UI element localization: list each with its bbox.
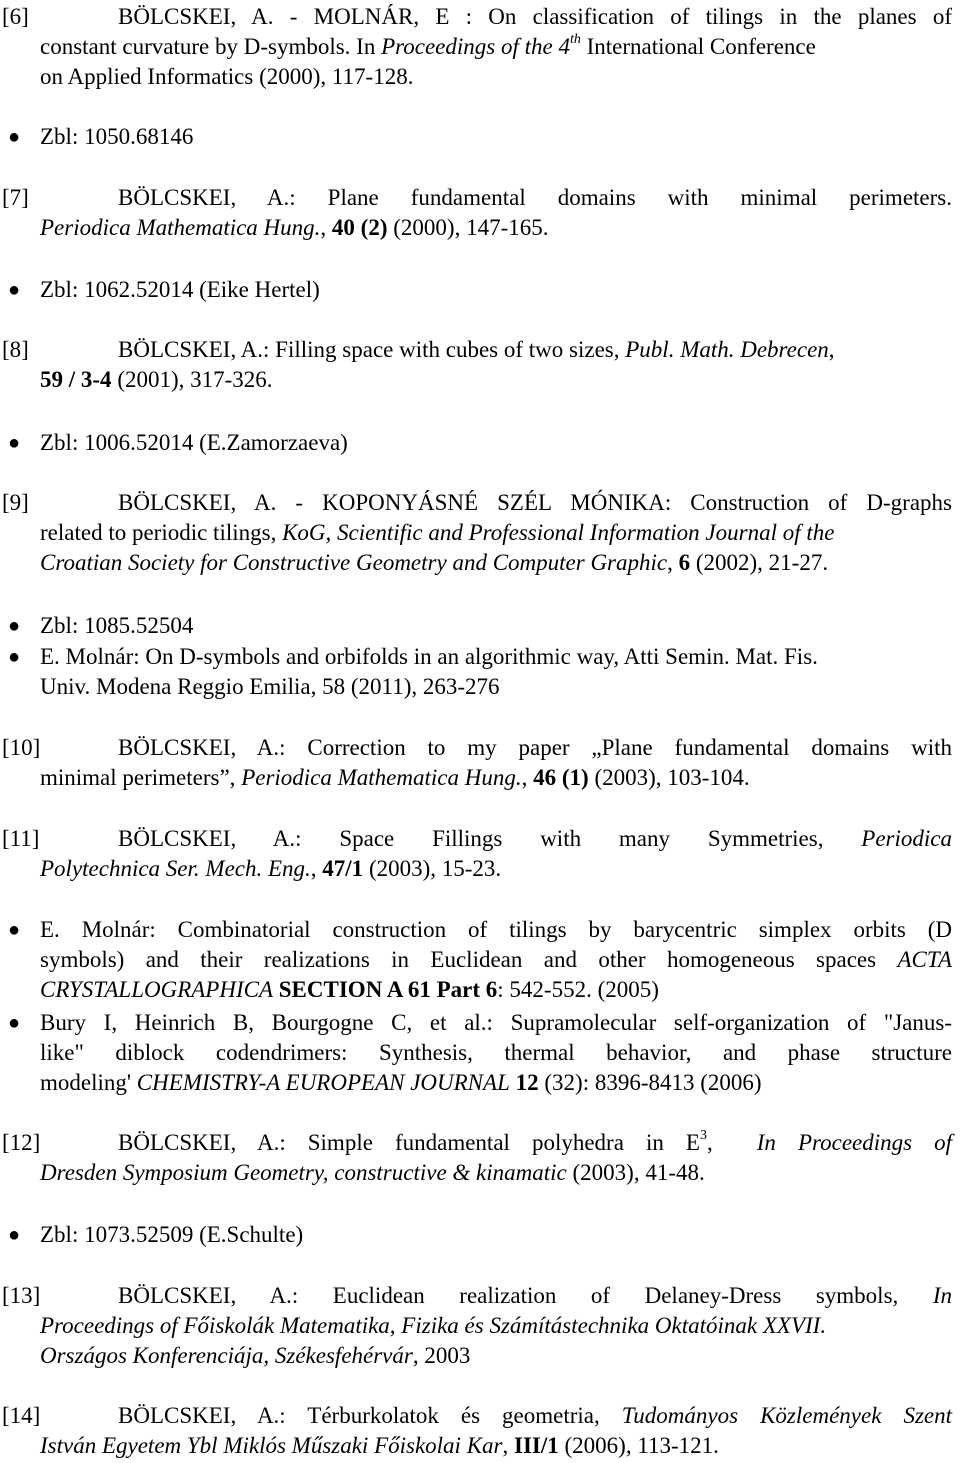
reference-number: [9]	[2, 490, 29, 515]
citation-text: Univ. Modena Reggio Emilia, 58 (2011), 263-276	[40, 674, 500, 699]
citation-text: symbols) and their realizations in Euclidean and other homogeneous spaces ACTA	[40, 947, 952, 972]
citation-text: E. Molnár: Combinatorial construction of tilings by barycentric simplex orbits (D	[40, 917, 952, 942]
citation-text: Zbl: 1062.52014 (Eike Hertel)	[40, 277, 320, 302]
reference-13	[2, 1281, 952, 1371]
reference-line: Dresden Symposium Geometry, constructive & kinamatic (2003), 41-48.	[40, 1160, 705, 1185]
reference-line: BÖLCSKEI, A.: Space Fillings with many Symmetries, Periodica	[118, 826, 952, 851]
reference-line: Periodica Mathematica Hung., 40 (2) (2000), 147-165.	[40, 215, 549, 240]
reference-14	[2, 1401, 952, 1461]
citation-text: Zbl: 1085.52504	[40, 613, 194, 638]
reference-7	[2, 183, 952, 243]
reference-9	[2, 488, 952, 578]
citation-text: Zbl: 1006.52014 (E.Zamorzaeva)	[40, 430, 348, 455]
citation-bullet	[8, 611, 952, 641]
reference-line: BÖLCSKEI, A.: Térburkolatok és geometria, Tudományos Közlemények Szent	[118, 1403, 952, 1428]
reference-8	[2, 335, 952, 395]
bullet-icon: ●	[8, 279, 21, 301]
citation-text: Zbl: 1050.68146	[40, 124, 194, 149]
bullet-icon: ●	[8, 1012, 21, 1034]
bullet-icon: ●	[8, 919, 21, 941]
reference-line: on Applied Informatics (2000), 117-128.	[40, 64, 414, 89]
reference-number: [13]	[2, 1283, 41, 1308]
reference-line: 59 / 3-4 (2001), 317-326.	[40, 367, 273, 392]
reference-line: minimal perimeters”, Periodica Mathematica Hung., 46 (1) (2003), 103-104.	[40, 765, 750, 790]
bullet-icon: ●	[8, 432, 21, 454]
citation-text: Zbl: 1073.52509 (E.Schulte)	[40, 1222, 304, 1247]
reference-12	[2, 1128, 952, 1188]
reference-line: constant curvature by D-symbols. In Proceedings of the 4th International Conference	[40, 32, 816, 59]
reference-line: Croatian Society for Constructive Geometry and Computer Graphic, 6 (2002), 21-27.	[40, 550, 829, 575]
bullet-icon: ●	[8, 126, 21, 148]
reference-line: István Egyetem Ybl Miklós Műszaki Főiskolai Kar, III/1 (2006), 113-121.	[40, 1433, 719, 1458]
reference-line: BÖLCSKEI, A. - KOPONYÁSNÉ SZÉL MÓNIKA: Construction of D-graphs	[118, 490, 952, 515]
reference-number: [7]	[2, 185, 29, 210]
reference-line: Országos Konferenciája, Székesfehérvár, 2003	[40, 1343, 471, 1368]
bullet-icon: ●	[8, 1224, 21, 1246]
reference-number: [12]	[2, 1130, 41, 1155]
reference-number: [14]	[2, 1403, 41, 1428]
reference-number: [11]	[2, 826, 40, 851]
reference-10	[2, 733, 952, 793]
reference-line: Proceedings of Főiskolák Matematika, Fizika és Számítástechnika Oktatóinak XXVII.	[40, 1313, 827, 1338]
citation-text: E. Molnár: On D-symbols and orbifolds in an algorithmic way, Atti Semin. Mat. Fis.	[40, 644, 818, 669]
citation-text: CRYSTALLOGRAPHICA SECTION A 61 Part 6: 542-552. (2005)	[40, 977, 659, 1002]
reference-number: [10]	[2, 735, 41, 760]
reference-6	[2, 2, 952, 92]
citation-bullet	[8, 275, 952, 305]
citation-bullet	[8, 122, 952, 152]
reference-line: related to periodic tilings, KoG, Scientific and Professional Information Journal of the	[40, 520, 835, 545]
reference-line: BÖLCSKEI, A.: Filling space with cubes of two sizes, Publ. Math. Debrecen,	[118, 337, 835, 362]
bullet-icon: ●	[8, 646, 21, 668]
reference-line: BÖLCSKEI, A.: Plane fundamental domains with minimal perimeters.	[118, 185, 952, 210]
reference-number: [6]	[2, 4, 29, 29]
citation-text: modeling' CHEMISTRY-A EUROPEAN JOURNAL 12 (32): 8396-8413 (2006)	[40, 1070, 762, 1095]
reference-11	[2, 824, 952, 884]
reference-line: BÖLCSKEI, A.: Euclidean realization of Delaney-Dress symbols, In	[118, 1283, 952, 1308]
reference-line: BÖLCSKEI, A. - MOLNÁR, E : On classification of tilings in the planes of	[118, 4, 952, 29]
citation-bullet	[8, 1220, 952, 1250]
citation-bullet	[8, 1008, 952, 1098]
citation-bullet	[8, 428, 952, 458]
citation-text: Bury I, Heinrich B, Bourgogne C, et al.: Supramolecular self-organization of "Janus-	[40, 1010, 952, 1035]
reference-line: BÖLCSKEI, A.: Correction to my paper „Plane fundamental domains with	[118, 735, 952, 760]
reference-number: [8]	[2, 337, 29, 362]
citation-text: like" diblock codendrimers: Synthesis, thermal behavior, and phase structure	[40, 1040, 952, 1065]
citation-bullet	[8, 642, 952, 702]
citation-bullet	[8, 915, 952, 1005]
reference-line: BÖLCSKEI, A.: Simple fundamental polyhedra in $E^3$, In Proceedings of	[118, 1128, 952, 1155]
bullet-icon: ●	[8, 615, 21, 637]
reference-line: Polytechnica Ser. Mech. Eng., 47/1 (2003), 15-23.	[40, 856, 502, 881]
